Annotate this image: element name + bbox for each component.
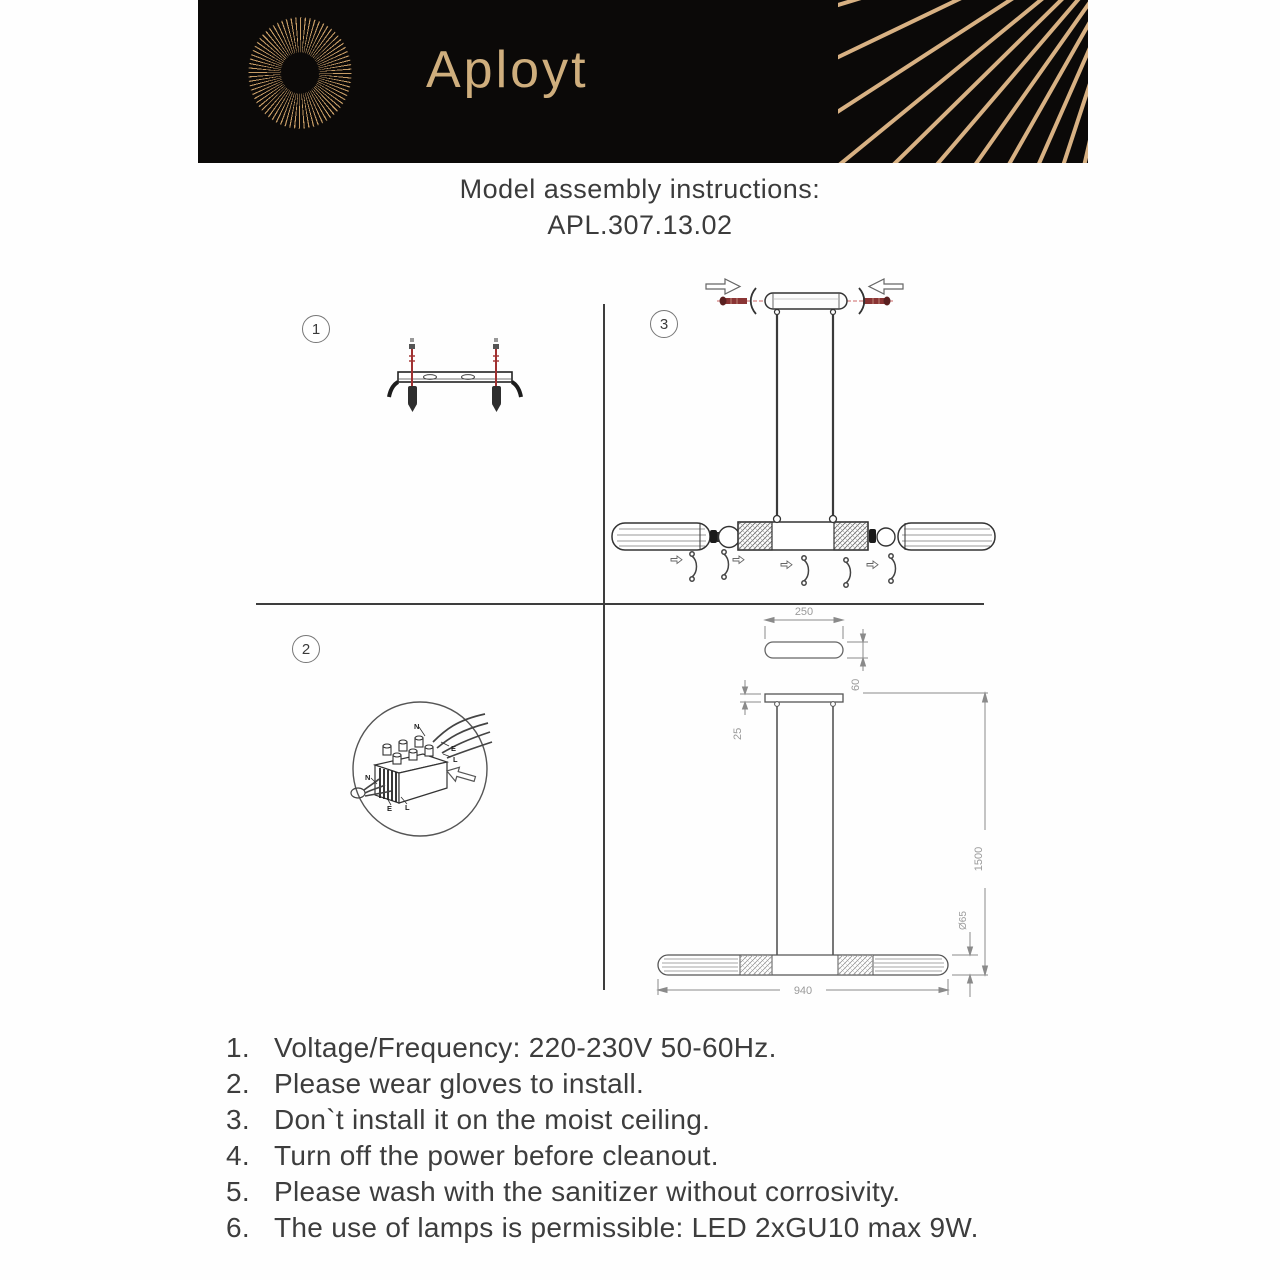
mini-arrow-icon [867,561,878,569]
dim-diameter-label: Ø65 [958,911,969,930]
page-title: Model assembly instructions: [459,174,821,204]
fixing-pin-icon [722,550,729,579]
arrow-left-icon [706,279,740,294]
dim-940-label: 940 [793,985,813,997]
instruction-list [208,1032,1148,1248]
item-text: Don`t install it on the moist ceiling. [274,1104,711,1135]
decorative-rays-icon [838,0,1088,163]
item-number: 6. [226,1212,250,1243]
list-item [208,1068,1148,1104]
step2-wiring-diagram [345,692,495,844]
list-item [208,1104,1148,1140]
dim-250 [765,618,843,640]
insert-arrow-icon [445,764,477,786]
list-item [208,1140,1148,1176]
fixing-pin-icon [802,556,809,585]
canopy-screw-right-icon [863,297,891,306]
dim-1500 [863,693,988,975]
step1-bracket-diagram [383,338,528,418]
brand-name: Aployt [426,41,589,99]
item-number: 4. [226,1140,250,1171]
dim-60 [847,629,868,671]
canopy-screw-left-icon [720,297,748,306]
lamp-front-view [658,955,948,975]
item-number: 1. [226,1032,250,1063]
wire-label-e-left: E [387,804,393,813]
starburst-logo-icon [238,6,362,140]
bulb-left-icon [710,527,740,548]
glass-tube-right [898,523,995,550]
wire-label-l-left: L [405,803,410,812]
brand-banner [198,0,1088,163]
rod-joint-left [775,702,780,707]
dim-60-label: 60 [850,678,862,691]
arrow-right-icon [869,279,903,294]
canopy-top-view [765,642,843,658]
step-2-number: 2 [301,640,311,658]
dim-25 [740,680,761,715]
wire-label-e-top: E [451,744,457,753]
mains-wires [433,714,492,758]
mini-arrow-icon [733,556,744,564]
dim-1500-label: 1500 [973,846,985,872]
bulb-right-icon [869,528,895,546]
fixing-pin-icon [889,554,896,583]
step-1-number: 1 [311,320,321,338]
fixing-pin-icon [690,552,697,581]
central-body [738,516,868,551]
item-number: 3. [226,1104,250,1135]
rod-hook-right [831,310,836,315]
step3-assembly-diagram [605,268,1005,598]
item-text: Voltage/Frequency: 220-230V 50-60Hz. [274,1032,777,1063]
list-item [208,1212,1148,1248]
item-text: Please wash with the sanitizer without corrosivity. [274,1176,901,1207]
mini-arrow-icon [671,556,682,564]
glass-tube-left [612,523,710,550]
step-1-badge [302,315,330,343]
wire-label-l-top: L [453,755,458,764]
dim-diameter [952,932,978,997]
wire-label-n-top: N [414,722,420,731]
item-text: Please wear gloves to install. [274,1068,645,1099]
dim-25-label: 25 [732,727,744,740]
mini-arrow-icon [781,561,792,569]
rod-joint-right [831,702,836,707]
item-text: The use of lamps is permissible: LED 2xGU10 max 9W. [274,1212,979,1243]
ceiling-canopy [765,293,847,309]
step-2-badge [292,635,320,663]
fixing-pin-icon [844,558,851,587]
step-3-number: 3 [659,315,669,333]
list-item [208,1032,1148,1068]
model-number: APL.307.13.02 [547,210,733,240]
dimension-drawing [630,598,1050,1003]
item-text: Turn off the power before cleanout. [274,1140,719,1171]
rod-hook-left [775,310,780,315]
wire-label-n-left: N [365,773,371,782]
item-number: 5. [226,1176,250,1207]
item-number: 2. [226,1068,250,1099]
dim-250-label: 250 [794,606,814,618]
list-item [208,1176,1148,1212]
canopy-front-view [765,694,843,702]
